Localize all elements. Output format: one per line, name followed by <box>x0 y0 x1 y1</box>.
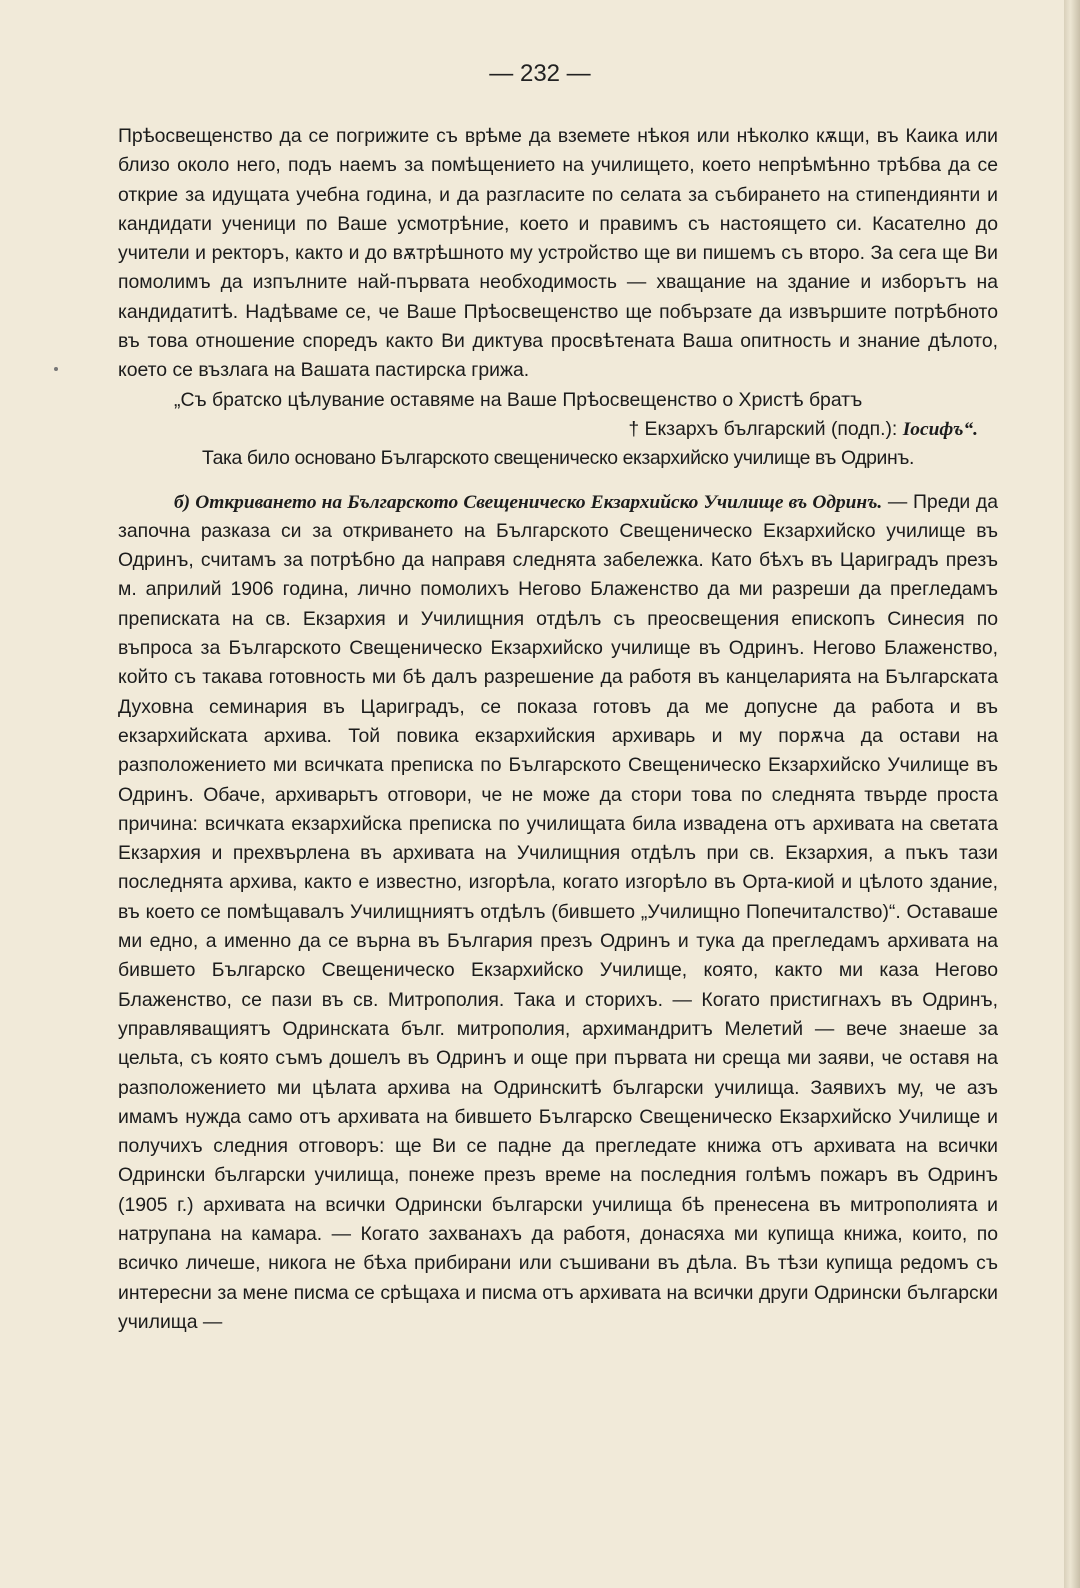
section-body: — Преди да започна разказа си за откриването на Българското Свещеническо Екзархийско училище въ Одринъ, считамъ за потрѣбно да направя следнята забележка. Като бѣхъ въ Цариградъ презъ м. априлий 1906 година, лично помолихъ Негово Блаженство да ми разреши да прегледамъ преписката на св. Екзархия и Училищния отдѣлъ съ преосвещения епископъ Синесия по въпроса за Българското Свещеническо Екзархийско училище въ Одринъ. Негово Блаженство, който съ такава готовность ми бѣ далъ разрешение да работя въ канцеларията на Българската Духовна семинария въ Цариградъ, се показа готовъ да ме допусне да работа и въ екзархийската архива. Той повика екзархийския архиварь и му порѫча да остави на разположението ми всичката преписка по Българското Свещеническо Екзархийско Училище въ Одринъ. Обаче, архиварьтъ отговори, че не може да стори това по следнята твърде проста причина: всичката екзархийска преписка по училищата била извадена отъ архивата на светата Екзархия и прехвърлена въ архивата на Училищния отдѣлъ при св. Екзархия, а пъкъ тази последнята архива, както е известно, изгорѣла, когато изгорѣло въ Орта-киой и цѣлото здание, въ което се помѣщавалъ Училищниятъ отдѣлъ (бившето „Училищно Попечиталство)“. Оставаше ми едно, а именно да се върна въ България презъ Одринъ и тука да прегледамъ архивата на бившето Българско Свещеническо Екзархийско Училище, която, както ми каза Негово Блаженство, се пази въ св. Митрополия. Така и сторихъ. — Когато пристигнахъ въ Одринъ, управляващиятъ Одринската бълг. митрополия, архимандритъ Мелетий — вече знаеше за цельта, съ която съмъ дошелъ въ Одринъ и още при първата ни среща ми заяви, че оставя на разположението ми цѣлата архива на Одринскитѣ български училища. Заявихъ му, че азъ имамъ нужда само отъ архивата на бившето Българско Свещеническо Екзархийско Училище и получихъ следния отговоръ: ще Ви се падне да прегледате книжа отъ архивата на всички Одрински български училища, понеже презъ време на последния голѣмъ пожаръ въ Одринъ (1905 г.) архивата на всички Одрински български училища бѣ пренесена въ митрополията и натрупана на камара. — Когато захванахъ да работя, донасяха ми купища книжа, които, по всичко личеше, никога не бѣха прибирани или съшивани въ дѣла. Въ тѣзи купища редомъ съ интересни за мене писма се срѣщаха и писма отъ архивата на всички други Одрински български училища — <box>118 490 998 1333</box>
paragraph-greeting: „Съ братско цѣлувание оставяме на Ваше Прѣосвещенство о Христѣ братъ <box>174 388 863 411</box>
signature-name: Iосифъ“. <box>902 418 978 440</box>
signature-line <box>118 415 998 444</box>
closing-line: Така било основано Българското свещеническо екзархийско училище въ Одринъ. <box>202 447 914 470</box>
paragraph-letter-body: Прѣосвещенство да се погрижите съ врѣме да вземете нѣкоя или нѣколко кѫщи, въ Каика или близо около него, подъ наемъ за помѣщението на училището, което непрѣмѣнно трѣбва да се открие за идущата учебна година, и да разгласите по селата за събирането на стипендиянти и кандидати ученици по Ваше усмотрѣние, което и правимъ съ настоящето си. Касателно до учители и ректоръ, както и до вѫтрѣшното му устройство ще ви пишемъ съ второ. За сега ще Ви помолимъ да изпълните най-първата необходимость — хващание на здание и изборътъ на кандидатитѣ. Надѣваме се, че Ваше Прѣосвещенство ще побързате да извършите потрѣбното въ това отношение споредъ както Ви диктува просвѣтената Ваша опитность и знание дѣлото, което се възлага на Вашата пастирска грижа. <box>118 125 998 382</box>
page-edge <box>1064 0 1080 1588</box>
section-heading: б) Откриването на Българското Свещеническо Екзархийско Училище въ Одринъ. <box>174 491 883 513</box>
main-text <box>118 122 998 1337</box>
section-paragraph <box>118 488 998 1338</box>
signature-title: † Екзархъ българский (подп.): <box>628 417 898 440</box>
margin-speck <box>54 367 58 371</box>
page-number: — 232 — <box>489 60 591 87</box>
